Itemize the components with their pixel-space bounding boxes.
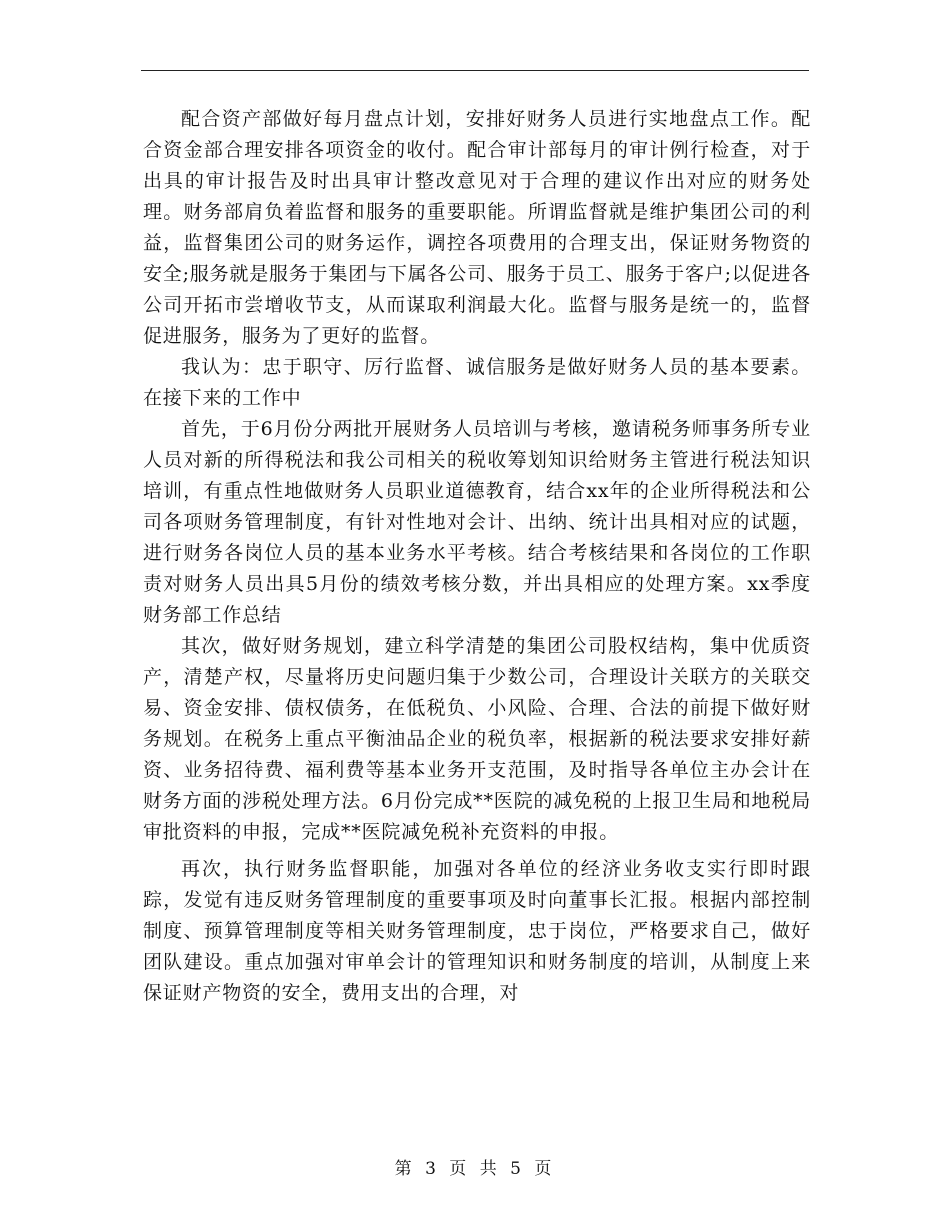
header-rule	[141, 70, 809, 71]
paragraph-5: 再次，执行财务监督职能，加强对各单位的经济业务收支实行即时跟踪，发觉有违反财务管理制度的重要事项及时向董事长汇报。根据内部控制制度、预算管理制度等相关财务管理制度，忠于岗位，严格要求自己，做好团队建设。重点加强对审单会计的管理知识和财务制度的培训，从制度上来保证财产物资的安全，费用支出的合理，对	[143, 858, 811, 1004]
paragraph-2: 我认为：忠于职守、厉行监督、诚信服务是做好财务人员的基本要素。在接下来的工作中	[143, 356, 811, 409]
paragraph-3: 首先，于6月份分两批开展财务人员培训与考核，邀请税务师事务所专业人员对新的所得税法和我公司相关的税收筹划知识给财务主管进行税法知识培训，有重点性地做财务人员职业道德教育，结合xx年的企业所得税法和公司各项财务管理制度，有针对性地对会计、出纳、统计出具相对应的试题，进行财务各岗位人员的基本业务水平考核。结合考核结果和各岗位的工作职责对财务人员出具5月份的绩效考核分数，并出具相应的处理方案。xx季度财务部工作总结	[143, 418, 811, 626]
paragraph-4: 其次，做好财务规划，建立科学清楚的集团公司股权结构，集中优质资产，清楚产权，尽量将历史问题归集于少数公司，合理设计关联方的关联交易、资金安排、债权债务，在低税负、小风险、合理、合法的前提下做好财务规划。在税务上重点平衡油品企业的税负率，根据新的税法要求安排好薪资、业务招待费、福利费等基本业务开支范围，及时指导各单位主办会计在财务方面的涉税处理方法。6月份完成**医院的减免税的上报卫生局和地税局审批资料的申报，完成**医院减免税补充资料的申报。	[143, 635, 811, 843]
paragraph-1: 配合资产部做好每月盘点计划，安排好财务人员进行实地盘点工作。配合资金部合理安排各项资金的收付。配合审计部每月的审计例行检查，对于出具的审计报告及时出具审计整改意见对于合理的建议作出对应的财务处理。财务部肩负着监督和服务的重要职能。所谓监督就是维护集团公司的利益，监督集团公司的财务运作，调控各项费用的合理支出，保证财务物资的安全;服务就是服务于集团与下属各公司、服务于员工、服务于客户;以促进各公司开拓市尝增收节支，从而谋取利润最大化。监督与服务是统一的，监督促进服务，服务为了更好的监督。	[143, 108, 811, 347]
page-number-footer: 第 3 页 共 5 页	[394, 1159, 556, 1179]
document-body	[143, 104, 811, 1009]
